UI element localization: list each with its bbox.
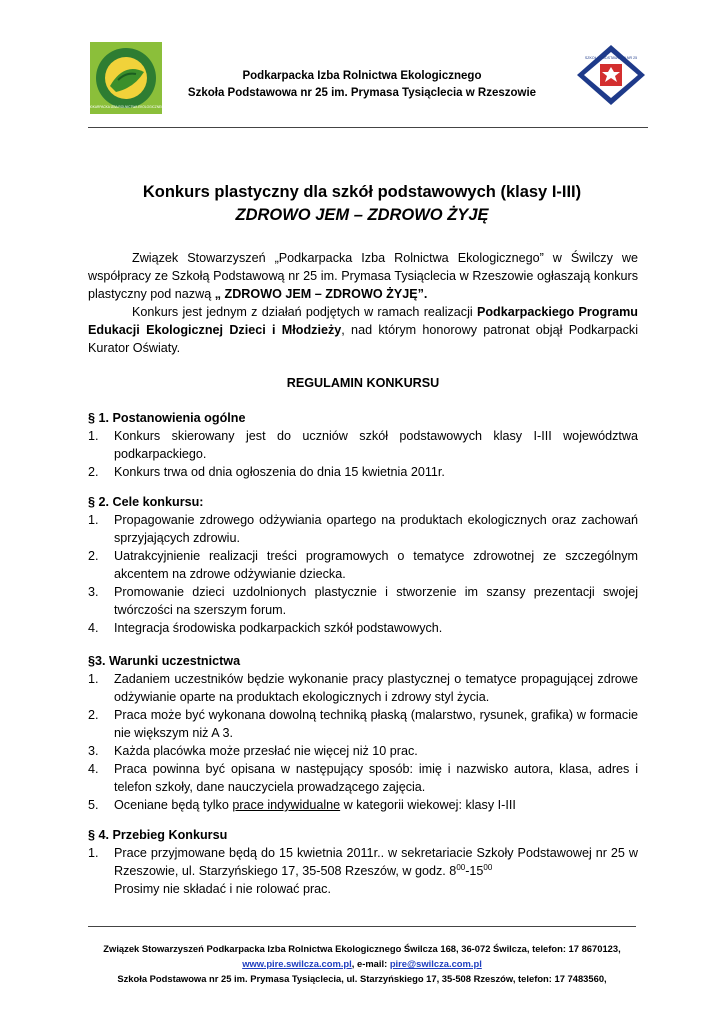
email-link[interactable]: pire@swilcza.com.pl <box>389 958 482 969</box>
list-item: 4. Integracja środowiska podkarpackich szkół podstawowych. <box>88 621 443 635</box>
footer-line-2: www.pire.swilcza.com.pl, e-mail: pire@swilcza.com.pl <box>242 958 482 969</box>
intro-paragraph-2: Konkurs jest jednym z działań podjętych w ramach realizacji Podkarpackiego Programu Edukacji Ekologicznej Dzieci i Młodzieży, nad którym honorowy patronat objął Podkarpacki Kurator Oświaty. <box>88 305 638 355</box>
list-item: 3. Każda placówka może przesłać nie więcej niż 10 prac. <box>88 744 418 758</box>
list-item: 4. Praca powinna być opisana w następujący sposób: imię i nazwisko autora, klasa, adres i telefon szkoły, dane nauczyciela prowadzącego zajęcia. <box>88 762 638 794</box>
list-item: 2. Uatrakcyjnienie realizacji treści programowych o tematyce zdrowotnej ze szczególnym akcentem na zdrowe odżywianie dziecka. <box>88 549 638 581</box>
school-logo-text: SZKOŁA PODSTAWOWA NR 25 <box>584 56 638 60</box>
footer-divider <box>88 926 636 927</box>
regulations-title: REGULAMIN KONKURSU <box>286 376 440 390</box>
header-divider <box>88 127 648 128</box>
section-1-heading: § 1. Postanowienia ogólne <box>88 411 246 425</box>
section-3-heading: §3. Warunki uczestnictwa <box>88 654 241 668</box>
section-3-list <box>88 670 638 814</box>
section-4-heading: § 4. Przebieg Konkursu <box>88 828 228 842</box>
list-item: 5. Oceniane będą tylko prace indywidualne w kategorii wiekowej: klasy I-III <box>88 798 516 812</box>
section-1-list <box>88 427 638 481</box>
header-line-1: Podkarpacka Izba Rolnictwa Ekologicznego <box>242 70 482 82</box>
list-item: 1. Propagowanie zdrowego odżywiania opartego na produktach ekologicznych oraz zachowań sprzyjających zdrowiu. <box>88 513 638 545</box>
list-item: 1. Prace przyjmowane będą do 15 kwietnia 2011r.. w sekretariacie Szkoły Podstawowej nr 25 w Rzeszowie, ul. Starzyńskiego 17, 35-508 Rzeszów, w godz. $8^{00}-15^{00}$ Prosimy nie składać i nie rolować prac. <box>88 846 638 896</box>
section-2-heading: § 2. Cele konkursu: <box>88 495 204 509</box>
section-4-list <box>88 844 638 898</box>
footer-line-1: Związek Stowarzyszeń Podkarpacka Izba Rolnictwa Ekologicznego Świlcza 168, 36-072 Świlcza, telefon: 17 8670123, <box>103 943 621 954</box>
page-title: Konkurs plastyczny dla szkół podstawowych (klasy I-III) <box>142 183 582 201</box>
header-line-2: Szkoła Podstawowa nr 25 im. Prymasa Tysiąclecia w Rzeszowie <box>187 87 537 99</box>
list-item: 2. Praca może być wykonana dowolną techniką płaską (malarstwo, rysunek, grafika) w formacie nie większym niż A 3. <box>88 708 638 740</box>
section-2-list <box>88 511 638 637</box>
list-item: 1. Konkurs skierowany jest do uczniów szkół podstawowych klasy I-III województwa podkarpackiego. <box>88 429 638 461</box>
list-item: 2. Konkurs trwa od dnia ogłoszenia do dnia 15 kwietnia 2011r. <box>88 465 445 479</box>
list-item: 3. Promowanie dzieci uzdolnionych plastycznie i stworzenie im szansy prezentacji swojej twórczości na szerszym forum. <box>88 585 638 617</box>
website-link[interactable]: www.pire.swilcza.com.pl <box>242 958 352 969</box>
list-item: 1. Zadaniem uczestników będzie wykonanie pracy plastycznej o tematyce propagującej zdrowe odżywianie oparte na produktach ekologicznych i zdrowy styl życia. <box>88 672 638 704</box>
footer-line-3: Szkoła Podstawowa nr 25 im. Prymasa Tysiąclecia, ul. Starzyńskiego 17, 35-508 Rzeszów, telefon: 17 7483560, <box>117 973 607 984</box>
intro-paragraph-1: Związek Stowarzyszeń „Podkarpacka Izba Rolnictwa Ekologicznego” w Świlczy we współpracy ze Szkołą Podstawową nr 25 im. Prymasa Tysiąclecia w Rzeszowie ogłaszają konkurs plastyczny pod nazwą „ ZDROWO JEM – ZDROWO ŻYJĘ”. <box>88 251 638 301</box>
contest-name: ZDROWO JEM – ZDROWO ŻYJĘ <box>235 206 489 224</box>
pire-logo-text: PODKARPACKA IZBA ROLNICTWA EKOLOGICZNEGO <box>85 105 167 109</box>
